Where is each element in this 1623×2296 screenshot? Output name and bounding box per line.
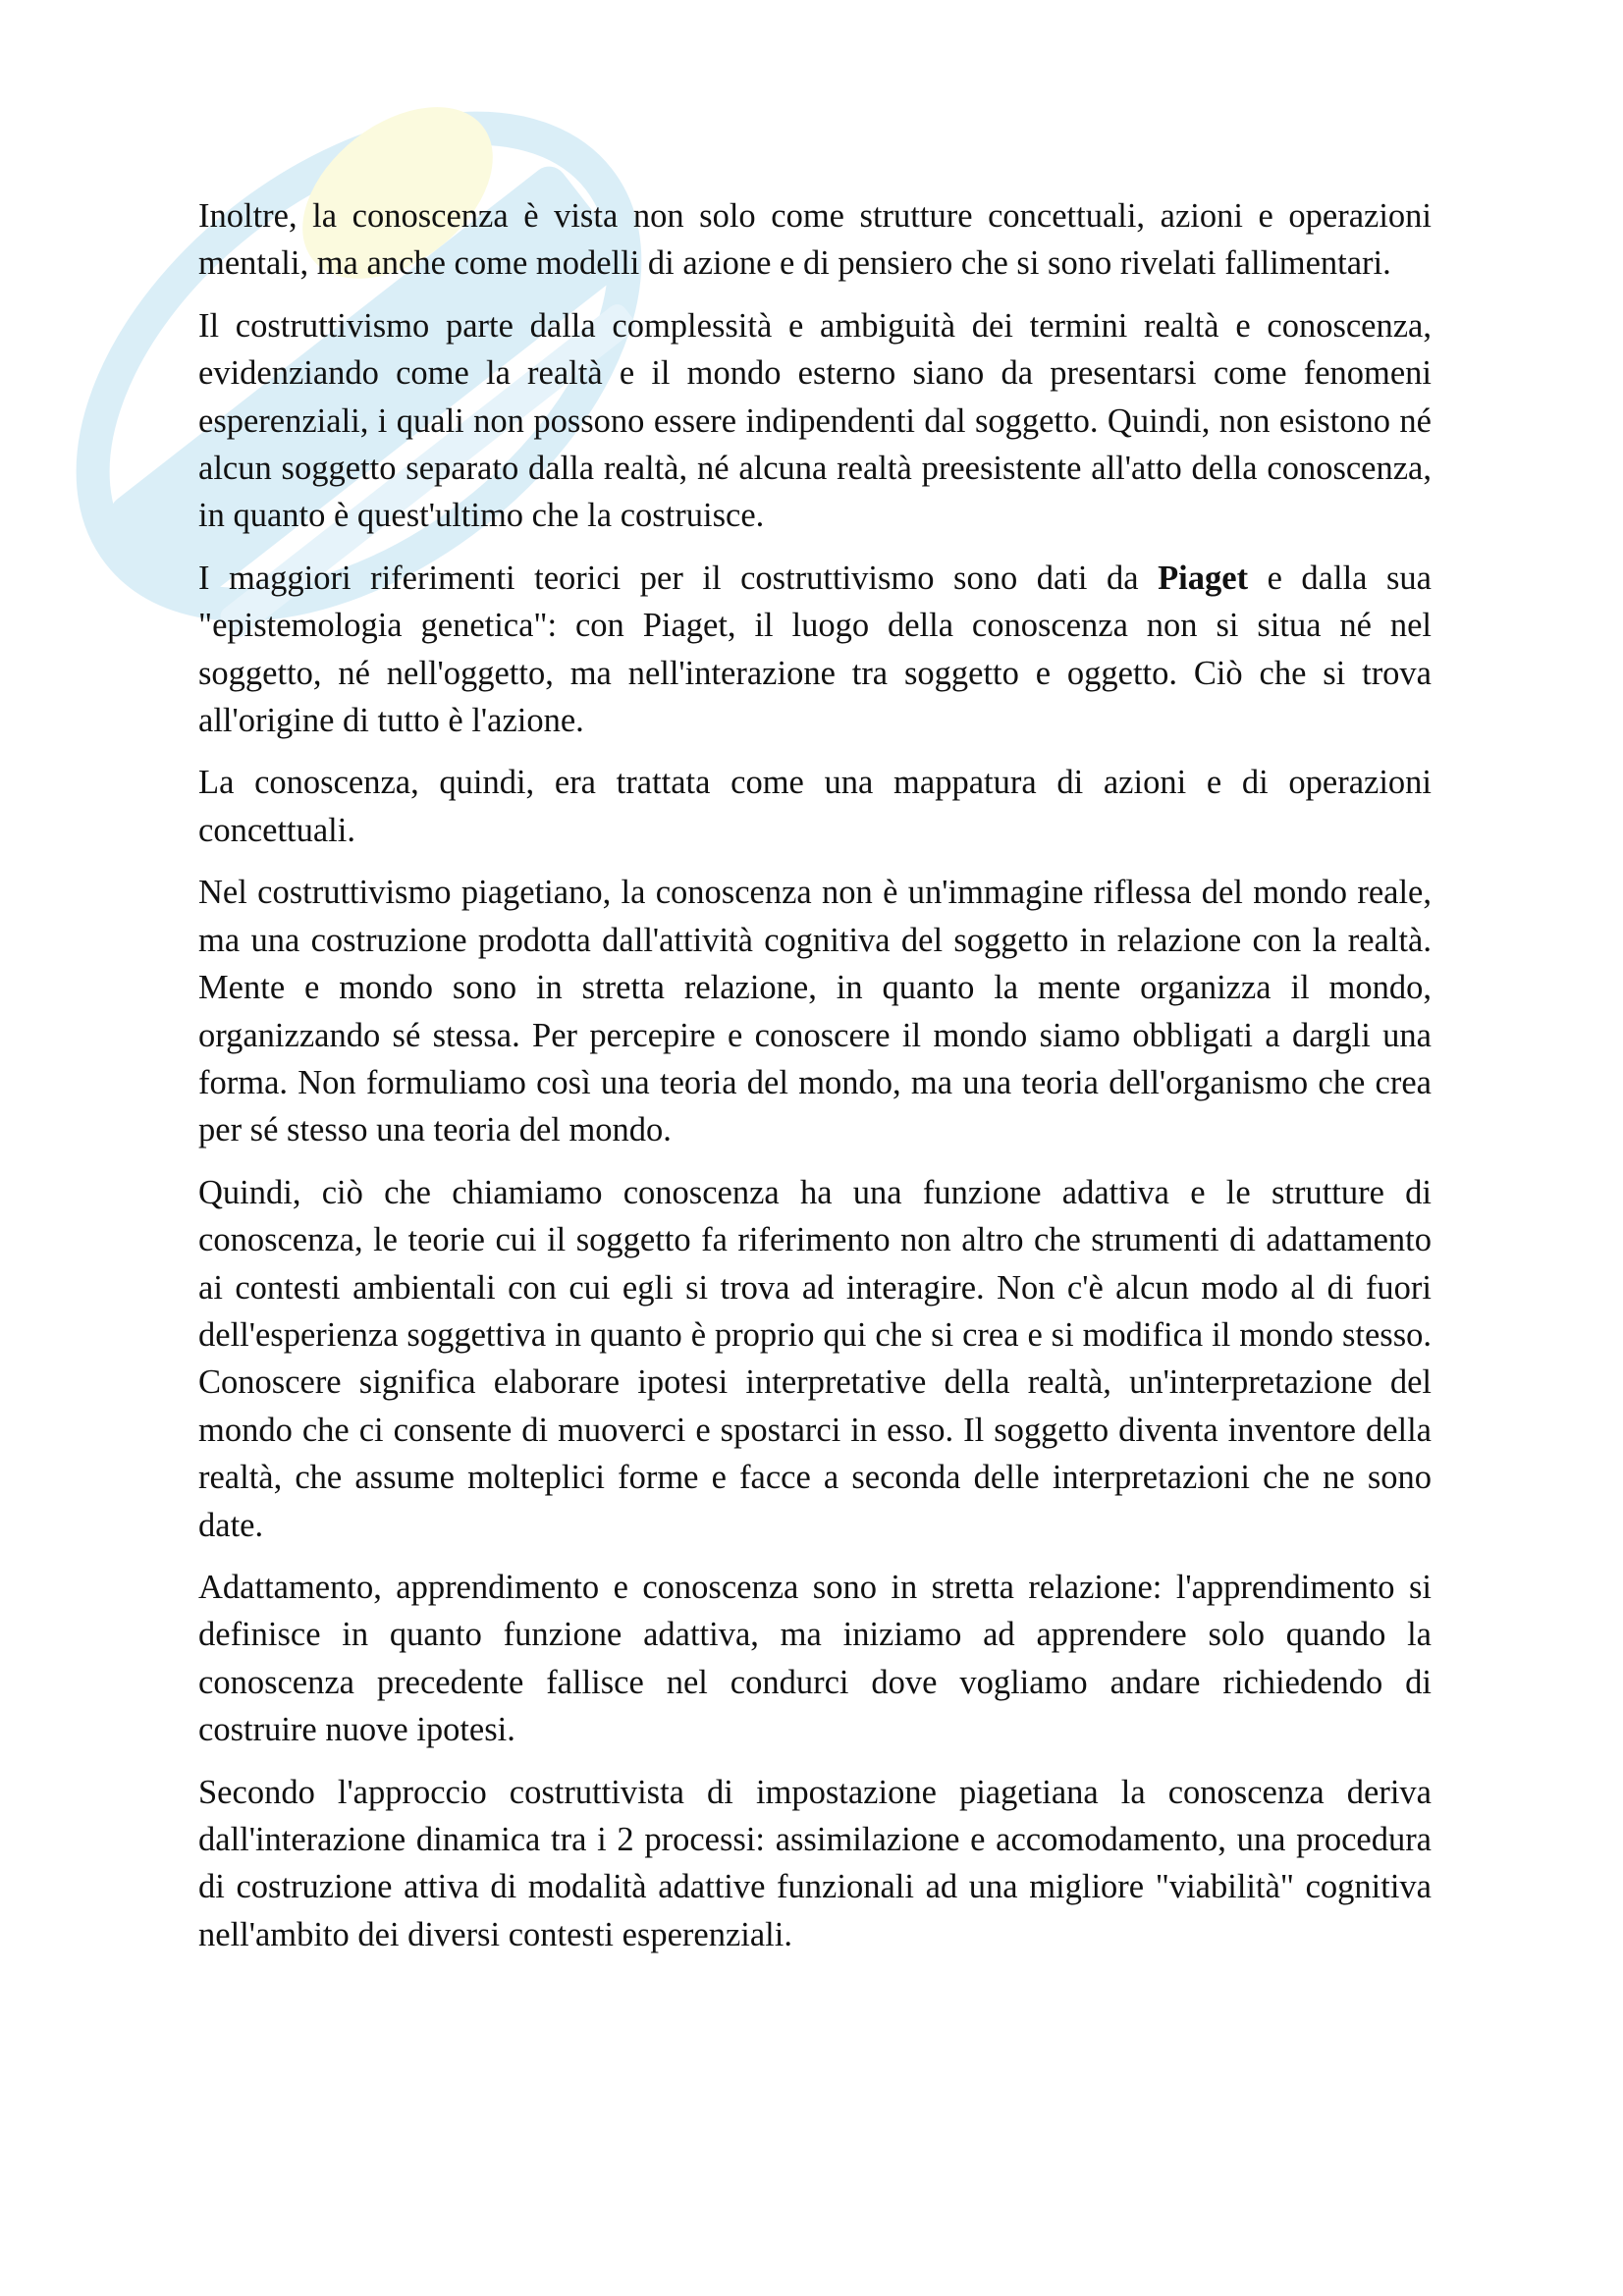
paragraph-5: Nel costruttivismo piagetiano, la conoscenza non è un'immagine riflessa del mondo reale, ma una costruzione prodotta dall'attività cognitiva del soggetto in relazione con la realtà. Mente e mondo sono in stretta relazione, in quanto la mente organizza il mondo, organizzando sé stessa. Per percepire e conoscere il mondo siamo obbligati a dargli una forma. Non formuliamo così una teoria del mondo, ma una teoria dell'organismo che crea per sé stesso una teoria del mondo. xyxy=(198,874,1432,1149)
paragraph-4: La conoscenza, quindi, era trattata come una mappatura di azioni e di operazioni concettuali. xyxy=(198,764,1432,849)
paragraph-2: Il costruttivismo parte dalla complessità e ambiguità dei termini realtà e conoscenza, evidenziando come la realtà e il mondo esterno siano da presentarsi come fenomeni esperenziali, i quali non possono essere indipendenti dal soggetto. Quindi, non esistono né alcun soggetto separato dalla realtà, né alcuna realtà preesistente all'atto della conoscenza, in quanto è quest'ultimo che la costruisce. xyxy=(198,306,1432,535)
paragraph-1: Inoltre, la conoscenza è vista non solo come strutture concettuali, azioni e operazioni mentali, ma anche come modelli di azione e di pensiero che si sono rivelati fallimentari. xyxy=(198,197,1432,283)
paragraph-3-lead: I maggiori riferimenti teorici per il costruttivismo sono dati da xyxy=(198,559,1159,597)
paragraph-3-rest: e dalla sua "epistemologia genetica": con Piaget, il luogo della conoscenza non si situa né nel soggetto, né nell'oggetto, ma nell'interazione tra soggetto e oggetto. Ciò che si trova all'origine di tutto è l'azione. xyxy=(198,559,1432,740)
paragraph-7: Adattamento, apprendimento e conoscenza sono in stretta relazione: l'apprendimento si definisce in quanto funzione adattiva, ma iniziamo ad apprendere solo quando la conoscenza precedente fallisce nel condurci dove vogliamo andare richiedendo di costruire nuove ipotesi. xyxy=(198,1568,1432,1749)
document-body xyxy=(198,192,1432,1973)
paragraph-6: Quindi, ciò che chiamiamo conoscenza ha una funzione adattiva e le strutture di conoscenza, le teorie cui il soggetto fa riferimento non altro che strumenti di adattamento ai contesti ambientali con cui egli si trova ad interagire. Non c'è alcun modo al di fuori dell'esperienza soggettiva in quanto è proprio qui che si crea e si modifica il mondo stesso. Conoscere significa elaborare ipotesi interpretative della realtà, un'interpretazione del mondo che ci consente di muoverci e spostarci in esso. Il soggetto diventa inventore della realtà, che assume molteplici forme e facce a seconda delle interpretazioni che ne sono date. xyxy=(198,1173,1432,1544)
paragraph-3 xyxy=(198,555,1432,745)
piaget-name-bold: Piaget xyxy=(1158,559,1249,597)
paragraph-8: Secondo l'approccio costruttivista di impostazione piagetiana la conoscenza deriva dall'interazione dinamica tra i 2 processi: assimilazione e accomodamento, una procedura di costruzione attiva di modalità adattive funzionali ad una migliore "viabilità" cognitiva nell'ambito dei diversi contesti esperenziali. xyxy=(198,1773,1432,1953)
